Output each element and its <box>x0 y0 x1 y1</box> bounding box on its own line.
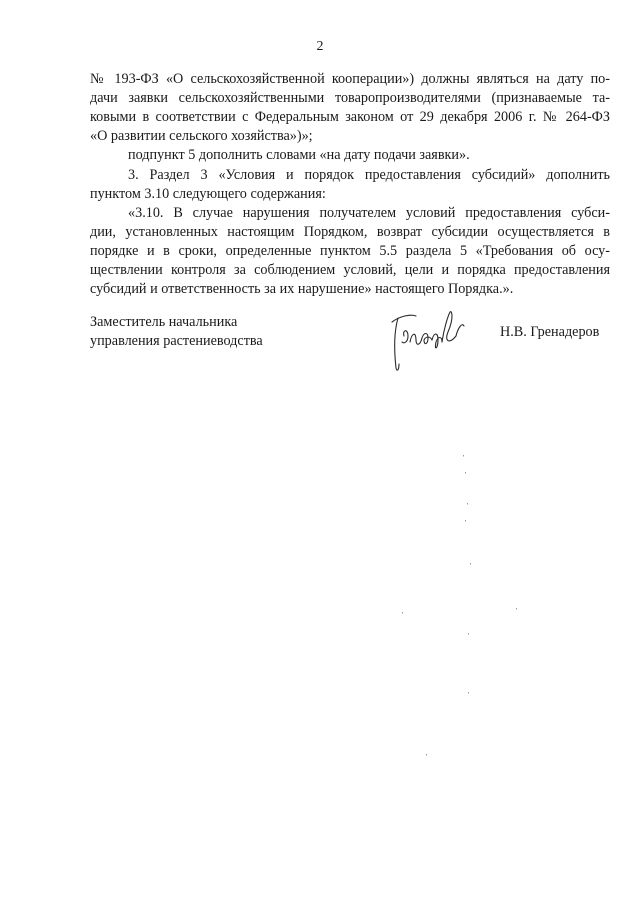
body-line: № 193-ФЗ «О сельскохозяйственной кооперации») должны являться на дату по- <box>90 71 610 87</box>
body-line: субсидий и ответственность за их нарушение» настоящего Порядка.». <box>90 281 514 297</box>
body-line: ковыми в соответствии с Федеральным законом от 29 декабря 2006 г. № 264-ФЗ <box>90 109 610 125</box>
page-number: 2 <box>316 39 324 54</box>
body-line: «3.10. В случае нарушения получателем условий предоставления субси- <box>128 205 610 221</box>
body-line: порядке и в сроки, определенные пунктом 5.5 раздела 5 «Требования об осу- <box>90 243 610 259</box>
body-line: пунктом 3.10 следующего содержания: <box>90 186 326 202</box>
body-line: дачи заявки сельскохозяйственными товаропроизводителями (признаваемые та- <box>90 90 610 106</box>
signatory-title-line-1: Заместитель начальника <box>90 314 238 330</box>
body-line: «О развитии сельского хозяйства»)»; <box>90 128 313 144</box>
body-line: дии, установленных настоящим Порядком, возврат субсидии осуществляется в <box>90 224 610 240</box>
signatory-title-line-2: управления растениеводства <box>90 333 263 349</box>
body-line: подпункт 5 дополнить словами «на дату подачи заявки». <box>128 147 470 163</box>
body-line: 3. Раздел 3 «Условия и порядок предоставления субсидий» дополнить <box>128 167 610 183</box>
handwritten-signature <box>378 302 470 374</box>
body-line: ществлении контроля за соблюдением условий, цели и порядка предоставления <box>90 262 610 278</box>
signatory-name: Н.В. Гренадеров <box>500 324 600 340</box>
